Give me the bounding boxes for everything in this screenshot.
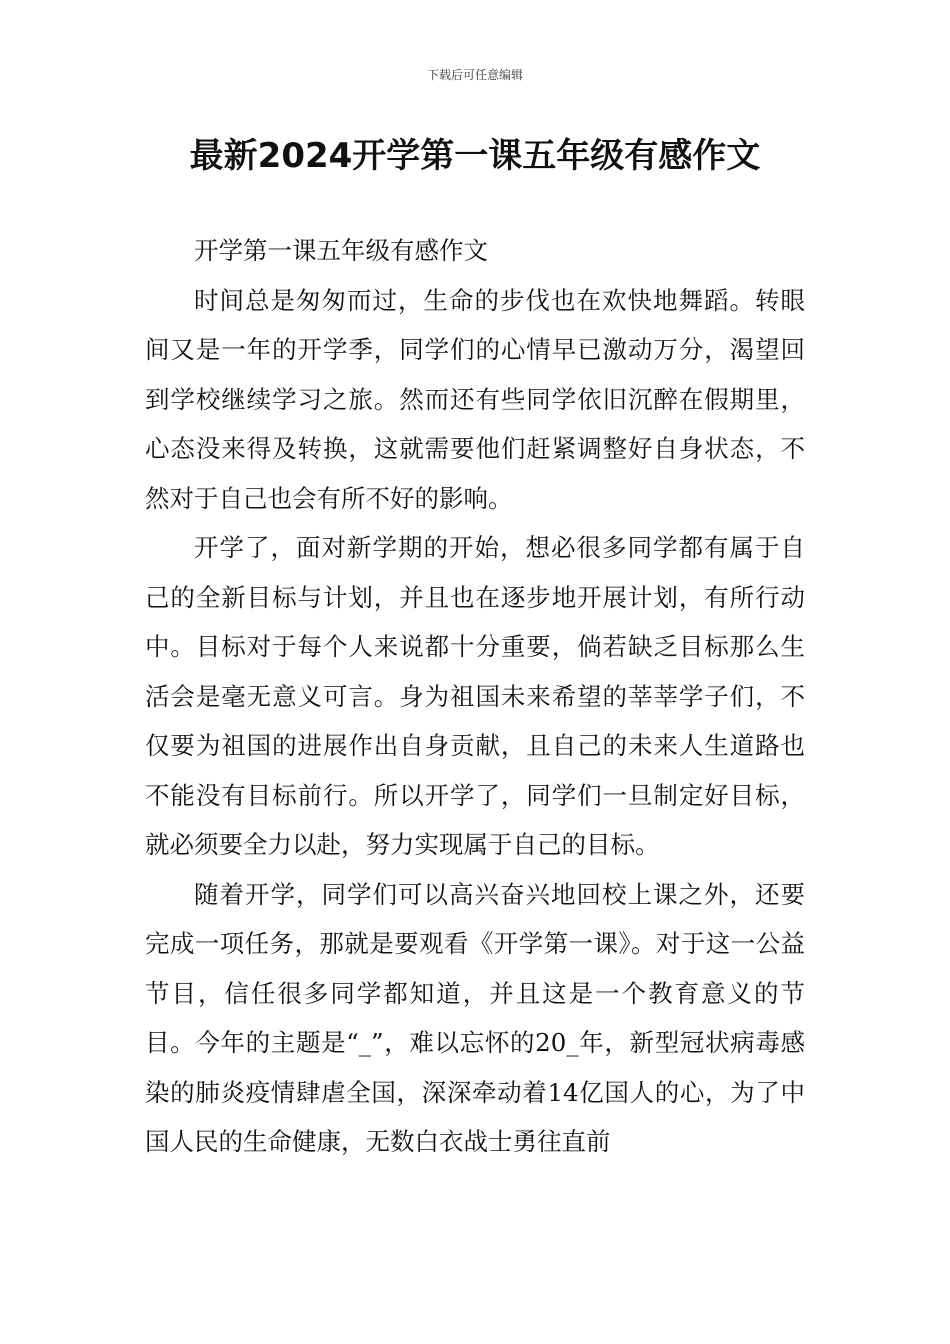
paragraph: 时间总是匆匆而过，生命的步伐也在欢快地舞蹈。转眼间又是一年的开学季，同学们的心情早已激动万分，渴望回到学校继续学习之旅。然而还有些同学依旧沉醉在假期里，心态没来得及转换，这就需要他们赶紧调整好自身状态，不然对于自己也会有所不好的影响。 [145, 285, 805, 513]
paragraph: 随着开学，同学们可以高兴奋兴地回校上课之外，还要完成一项任务，那就是要观看《开学第一课》。对于这一公益节目，信任很多同学都知道，并且这是一个教育意义的节目。今年的主题是“_”，难以忘怀的20_年，新型冠状病毒感染的肺炎疫情肆虐全国，深深牵动着14亿国人的心，为了中国人民的生命健康，无数白衣战士勇往直前 [145, 879, 805, 1156]
paragraph-subtitle: 开学第一课五年级有感作文 [194, 236, 488, 265]
paragraph: 开学了，面对新学期的开始，想必很多同学都有属于自己的全新目标与计划，并且也在逐步地开展计划，有所行动中。目标对于每个人来说都十分重要，倘若缺乏目标那么生活会是毫无意义可言。身为祖国未来希望的莘莘学子们，不仅要为祖国的进展作出自身贡献，且自己的未来人生道路也不能没有目标前行。所以开学了，同学们一旦制定好目标，就必须要全力以赴，努力实现属于自己的目标。 [145, 533, 805, 859]
header-note: 下载后可任意编辑 [426, 68, 523, 82]
document-body [145, 226, 805, 1167]
document-title: 最新2024开学第一课五年级有感作文 [189, 136, 761, 176]
